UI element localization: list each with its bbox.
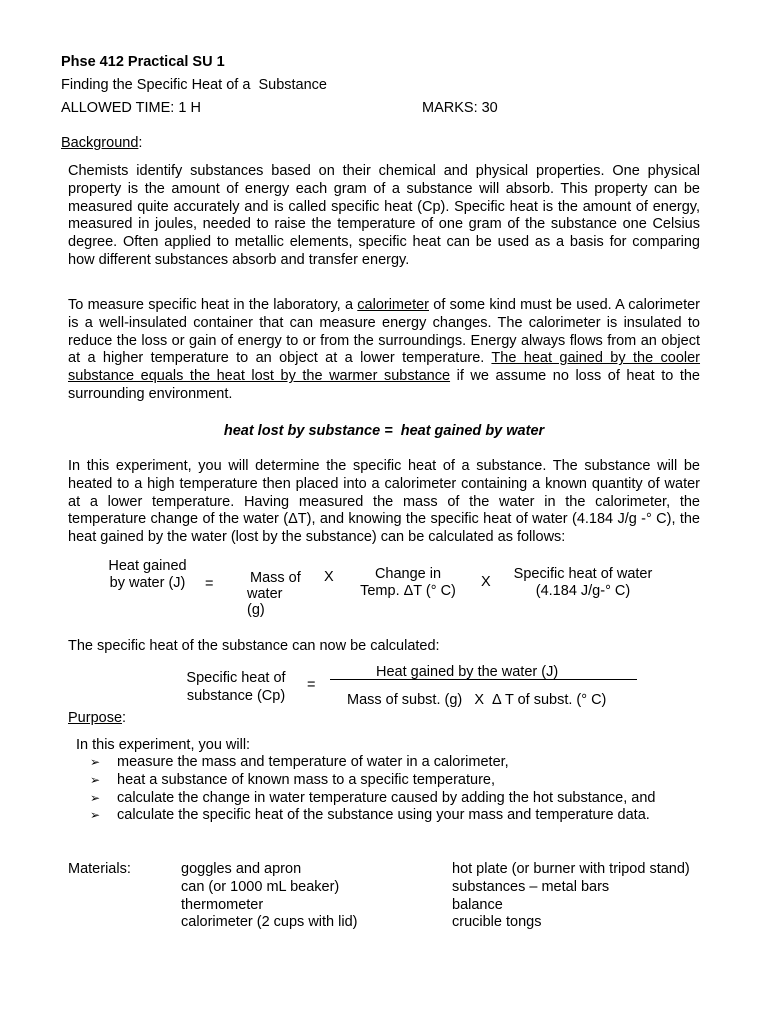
background-heading-text: Background — [61, 135, 139, 151]
formula1-change-line2: Temp. ΔT (° C) — [360, 583, 456, 599]
material-item: goggles and apron — [181, 861, 302, 877]
formula1-change — [352, 566, 464, 600]
background-paragraph-3: In this experiment, you will determine the specific heat of a substance. The substance will be heated to a high temperature then placed into a calorimeter containing a known quantity of water at a lower temperature. Having measured the mass of the water in the calorimeter, the temperature change of the water (ΔT), and knowing the specific heat of water (4.184 J/g -° C), the heat gained by the water (lost by the substance) can be calculated as follows: — [68, 458, 700, 546]
purpose-item-text: calculate the change in water temperature caused by adding the hot substance, and — [117, 789, 656, 806]
formula1-mass-line3: (g) — [247, 602, 265, 618]
formula1-mass — [247, 570, 301, 618]
material-item: calorimeter (2 cups with lid) — [181, 914, 358, 931]
material-item: substances – metal bars — [452, 878, 610, 895]
formula1-mass-line1: Mass of — [250, 570, 301, 586]
materials-column-2 — [452, 861, 690, 932]
background-heading-colon: : — [138, 135, 143, 151]
purpose-heading-colon: : — [122, 710, 127, 726]
formula1-times-1: X — [324, 569, 334, 585]
formula2-denominator: Mass of subst. (g) X Δ T of subst. (° C) — [347, 692, 607, 708]
purpose-item-text: heat a substance of known mass to a specific temperature, — [117, 771, 496, 788]
background-heading — [61, 135, 142, 151]
formula1-equals: = — [205, 576, 214, 592]
arrow-bullet-icon: ➢ — [90, 755, 101, 769]
list-item — [90, 807, 655, 825]
formula1-specific-heat — [503, 566, 663, 600]
formula2-numerator: Heat gained by the water (J) — [376, 664, 559, 680]
material-item: can (or 1000 mL beaker) — [181, 878, 340, 895]
p2-text-a: To measure specific heat in the laboratory, a — [68, 297, 358, 313]
material-item: thermometer — [181, 896, 264, 913]
arrow-bullet-icon: ➢ — [90, 772, 101, 787]
material-item: crucible tongs — [452, 914, 542, 931]
list-item — [90, 772, 655, 790]
purpose-item-text: calculate the specific heat of the substance using your mass and temperature data. — [117, 807, 650, 824]
materials-label: Materials: — [68, 861, 131, 877]
formula1-lhs-line2: by water (J) — [109, 575, 186, 591]
formula1-change-line1: Change in — [374, 566, 442, 582]
document-subtitle: Finding the Specific Heat of a Substance — [61, 77, 327, 93]
material-item: balance — [452, 896, 503, 913]
calorimeter-term: calorimeter — [357, 297, 429, 313]
purpose-item-text: measure the mass and temperature of water in a calorimeter, — [117, 754, 509, 770]
background-paragraph-2 — [68, 297, 700, 404]
arrow-bullet-icon: ➢ — [90, 790, 101, 805]
purpose-heading-text: Purpose — [68, 710, 123, 726]
document-title: Phse 412 Practical SU 1 — [61, 54, 225, 70]
arrow-bullet-icon: ➢ — [90, 808, 101, 823]
material-item: hot plate (or burner with tripod stand) — [452, 861, 690, 877]
marks: MARKS: 30 — [422, 100, 498, 116]
formula1-sh-line1: Specific heat of water — [513, 566, 653, 582]
allowed-time: ALLOWED TIME: 1 H — [61, 100, 201, 116]
formula2-lhs-line2: substance (Cp) — [186, 688, 286, 704]
heat-balance-equation: heat lost by substance = heat gained by water — [223, 423, 545, 439]
p2-text-c: if we assume no loss of heat to the surrounding environment. — [68, 368, 700, 402]
purpose-intro: In this experiment, you will: — [76, 737, 251, 753]
background-paragraph-1: Chemists identify substances based on their chemical and physical properties. One physical property is the amount of energy each gram of a substance will absorb. This property can be measured quite accurately and is called specific heat (Cp). Specific heat is the amount of energy, measured in joules, needed to raise the temperature of one gram of the substance one Celsius degree. Often applied to metallic elements, specific heat can be used as a basis for comparing how different substances absorb and transfer energy. — [68, 163, 700, 268]
list-item — [90, 754, 655, 772]
materials-column-1 — [181, 861, 357, 932]
formula2-lhs — [180, 669, 292, 705]
heat-rule-statement: The heat gained by the cooler substance equals the heat lost by the warmer substance — [68, 350, 701, 385]
list-item — [90, 790, 655, 808]
formula2-lhs-line1: Specific heat of — [186, 670, 286, 686]
purpose-heading — [68, 710, 126, 726]
p2-text-b: of some kind must be used. A calorimeter is a well-insulated container that can measure energy changes. The calorimeter is insulated to reduce the loss or gain of energy to or from the surroundings. Energy always flows from an object at a higher temperature to an object at a lower temperature. — [68, 297, 700, 367]
formula1-lhs — [100, 558, 195, 592]
formula1-mass-line2: water — [247, 586, 283, 602]
formula1-lhs-line1: Heat gained — [108, 558, 187, 574]
formula1-times-2: X — [481, 574, 491, 590]
formula1-sh-line2: (4.184 J/g-° C) — [535, 583, 631, 599]
purpose-list — [90, 754, 655, 825]
formula2-equals: = — [307, 677, 316, 693]
calculation-intro: The specific heat of the substance can now be calculated: — [68, 638, 440, 654]
formula2-fraction-bar — [330, 679, 637, 680]
